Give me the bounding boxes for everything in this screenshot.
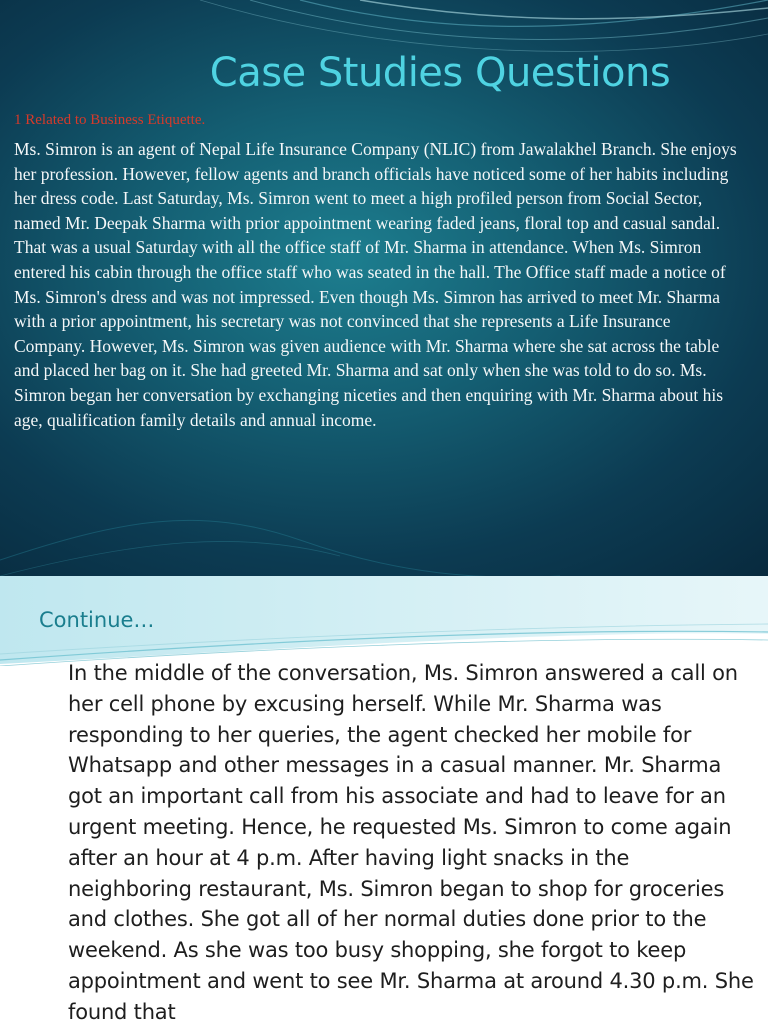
slide-1-title: Case Studies Questions — [209, 50, 671, 96]
slide-1-subtitle: 1 Related to Business Etiquette. — [14, 112, 206, 128]
slide-1-body-text: Ms. Simron is an agent of Nepal Life Insurance Company (NLIC) from Jawalakhel Branch. She enjoys her profession. However, fellow agents and branch officials have noticed some of her habits including her dress code. Last Saturday, Ms. Simron went to meet a high profiled person from Social Sector, named Mr. Deepak Sharma with prior appointment wearing faded jeans, floral top and casual sandal. That was a usual Saturday with all the office staff of Mr. Sharma in attendance. When Ms. Simron entered his cabin through the office staff who was seated in the hall. The Office staff made a notice of Ms. Simron's dress and was not impressed. Even though Ms. Simron has arrived to meet Mr. Sharma with a prior appointment, his secretary was not convinced that she represents a Life Insurance Company. However, Ms. Simron was given audience with Mr. Sharma where she sat across the table and placed her bag on it. She had greeted Mr. Sharma and sat only when she was told to do so. Ms. Simron began her conversation by exchanging niceties and then enquiring with Mr. Sharma about his age, qualification family details and annual income. — [14, 139, 737, 430]
slide-2 — [0, 576, 768, 1024]
slide-2-body-text: In the middle of the conversation, Ms. Simron answered a call on her cell phone by excusing herself. While Mr. Sharma was responding to her queries, the agent checked her mobile for Whatsapp and other messages in a casual manner. Mr. Sharma got an important call from his associate and had to leave for an urgent meeting. Hence, he requested Ms. Simron to come again after an hour at 4 p.m. After having light snacks in the neighboring restaurant, Ms. Simron began to shop for groceries and clothes. She got all of her normal duties done prior to the weekend. As she was too busy shopping, she forgot to keep appointment and went to see Mr. Sharma at around 4.30 p.m. She found that — [68, 661, 754, 1024]
slide-2-title: Continue… — [39, 608, 155, 632]
